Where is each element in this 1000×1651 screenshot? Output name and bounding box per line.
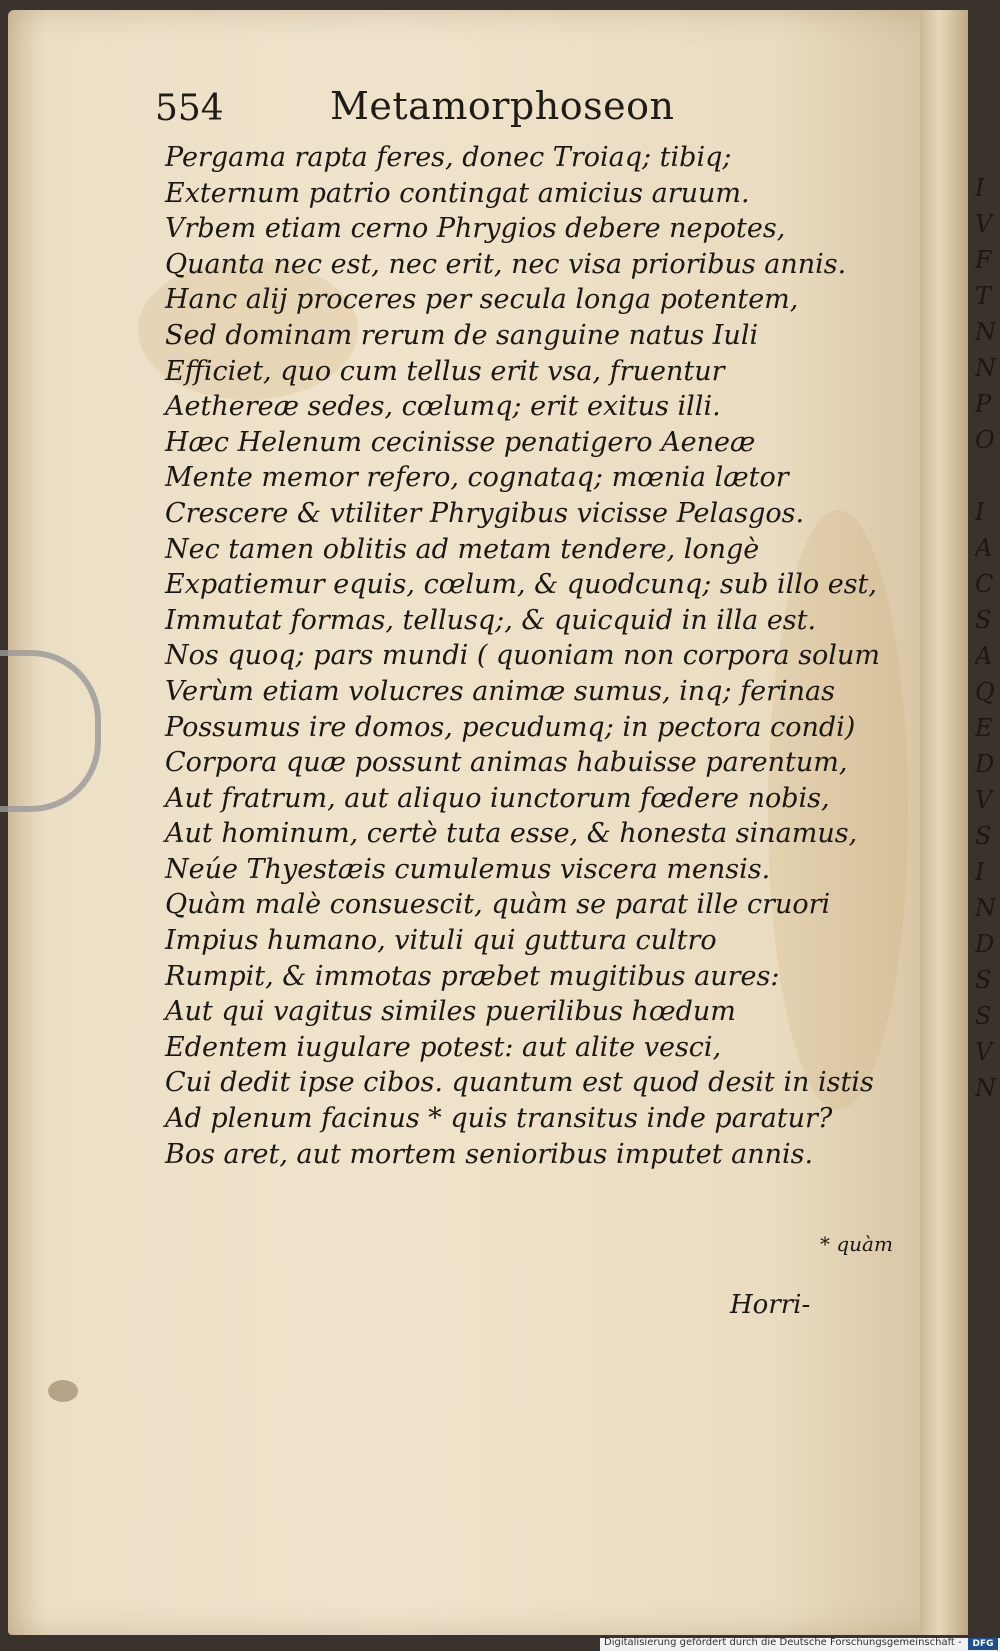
verse-line: Vrbem etiam cerno Phrygios debere nepotes,	[165, 213, 786, 245]
verse-line: Aut hominum, certè tuta esse, & honesta sinamus,	[165, 818, 858, 850]
facing-fragment: T	[975, 282, 992, 310]
facing-fragment	[975, 458, 1000, 494]
facing-fragment: S	[975, 966, 992, 994]
verse-line: Possumus ire domos, pecudumq; in pectora condi)	[165, 711, 856, 743]
funding-credit: Digitalisierung gefördert durch die Deutsche Forschungsgemeinschaft -	[604, 1637, 962, 1648]
verse-line: Verùm etiam volucres animæ sumus, inq; ferinas	[165, 675, 835, 707]
verse-line: Externum patrio contingat amicius aruum.	[165, 177, 750, 209]
verse-line: Hanc alij proceres per secula longa potentem,	[165, 284, 799, 316]
ink-spot	[48, 1380, 78, 1402]
facing-fragment: S	[975, 822, 992, 850]
verse-line: Rumpit, & immotas præbet mugitibus aures:	[165, 960, 780, 992]
page-number: 554	[155, 88, 224, 129]
verse-line: Aethereæ sedes, cœlumq; erit exitus illi.	[165, 391, 721, 423]
dfg-logo: DFG	[968, 1638, 998, 1650]
verse-line: Nec tamen oblitis ad metam tendere, longè	[165, 533, 760, 565]
facing-fragment: S	[975, 606, 992, 634]
facing-fragment: I	[975, 858, 985, 886]
facing-fragment: S	[975, 1002, 992, 1030]
verse-line: Impius humano, vituli qui guttura cultro	[165, 925, 717, 957]
verse-line: Sed dominam rerum de sanguine natus Iuli	[165, 319, 759, 351]
verse-line: Aut fratrum, aut aliquo iunctorum fœdere nobis,	[165, 782, 830, 814]
facing-fragment: V	[975, 1038, 993, 1066]
verse-line: Immutat formas, tellusq;, & quicquid in illa est.	[165, 604, 817, 636]
verse-line: Bos aret, aut mortem senioribus imputet annis.	[165, 1138, 814, 1170]
running-title: Metamorphoseon	[330, 84, 675, 128]
verse-line: Crescere & vtiliter Phrygibus vicisse Pelasgos.	[165, 497, 805, 529]
facing-fragment: C	[975, 570, 994, 598]
verse-line: Quanta nec est, nec erit, nec visa prioribus annis.	[165, 248, 847, 280]
facing-fragment: O	[975, 426, 995, 454]
catchword: Horri-	[730, 1290, 811, 1320]
verse-line: Nos quoq; pars mundi ( quoniam non corpora solum	[165, 640, 880, 672]
facing-fragment: V	[975, 210, 993, 238]
page-edge	[920, 10, 968, 1635]
facing-fragment: F	[975, 246, 992, 274]
facing-fragment: D	[975, 750, 995, 778]
verse-line: Ad plenum facinus * quis transitus inde paratur?	[165, 1103, 833, 1135]
facing-fragment: A	[975, 534, 993, 562]
verse-line: Mente memor refero, cognataq; mœnia lætor	[165, 462, 789, 494]
verse-line: Aut qui vagitus similes puerilibus hœdum	[165, 996, 736, 1028]
facing-fragment: D	[975, 930, 995, 958]
marginal-note: * quàm	[820, 1232, 893, 1256]
facing-fragment: E	[975, 714, 993, 742]
verse-line: Efficiet, quo cum tellus erit vsa, fruentur	[165, 355, 725, 387]
facing-fragment: N	[975, 354, 996, 382]
facing-fragment: I	[975, 498, 985, 526]
verse-line: Edentem iugulare potest: aut alite vesci,	[165, 1031, 722, 1063]
verse-line: Quàm malè consuescit, quàm se parat ille cruori	[165, 889, 831, 921]
verse-line: Pergama rapta feres, donec Troiaq; tibiq;	[165, 142, 732, 173]
verse-list	[165, 140, 880, 1172]
facing-fragment: Q	[975, 678, 995, 706]
facing-fragment: A	[975, 642, 993, 670]
verse-line: Cui dedit ipse cibos. quantum est quod desit in istis	[165, 1067, 874, 1099]
verse-line: Neúe Thyestæis cumulemus viscera mensis.	[165, 853, 771, 885]
verse-line: Corpora quæ possunt animas habuisse parentum,	[165, 747, 848, 779]
page-header	[155, 80, 795, 140]
facing-fragment: I	[975, 174, 985, 202]
facing-fragment: N	[975, 894, 996, 922]
facing-fragment: N	[975, 318, 996, 346]
verse-line: Expatiemur equis, cœlum, & quodcunq; sub illo est,	[165, 569, 877, 601]
facing-fragment: V	[975, 786, 993, 814]
facing-fragment: P	[975, 390, 992, 418]
facing-fragment: N	[975, 1074, 996, 1102]
facing-page-fragments	[975, 170, 1000, 1106]
verse-line: Hæc Helenum cecinisse penatigero Aeneæ	[165, 426, 756, 458]
